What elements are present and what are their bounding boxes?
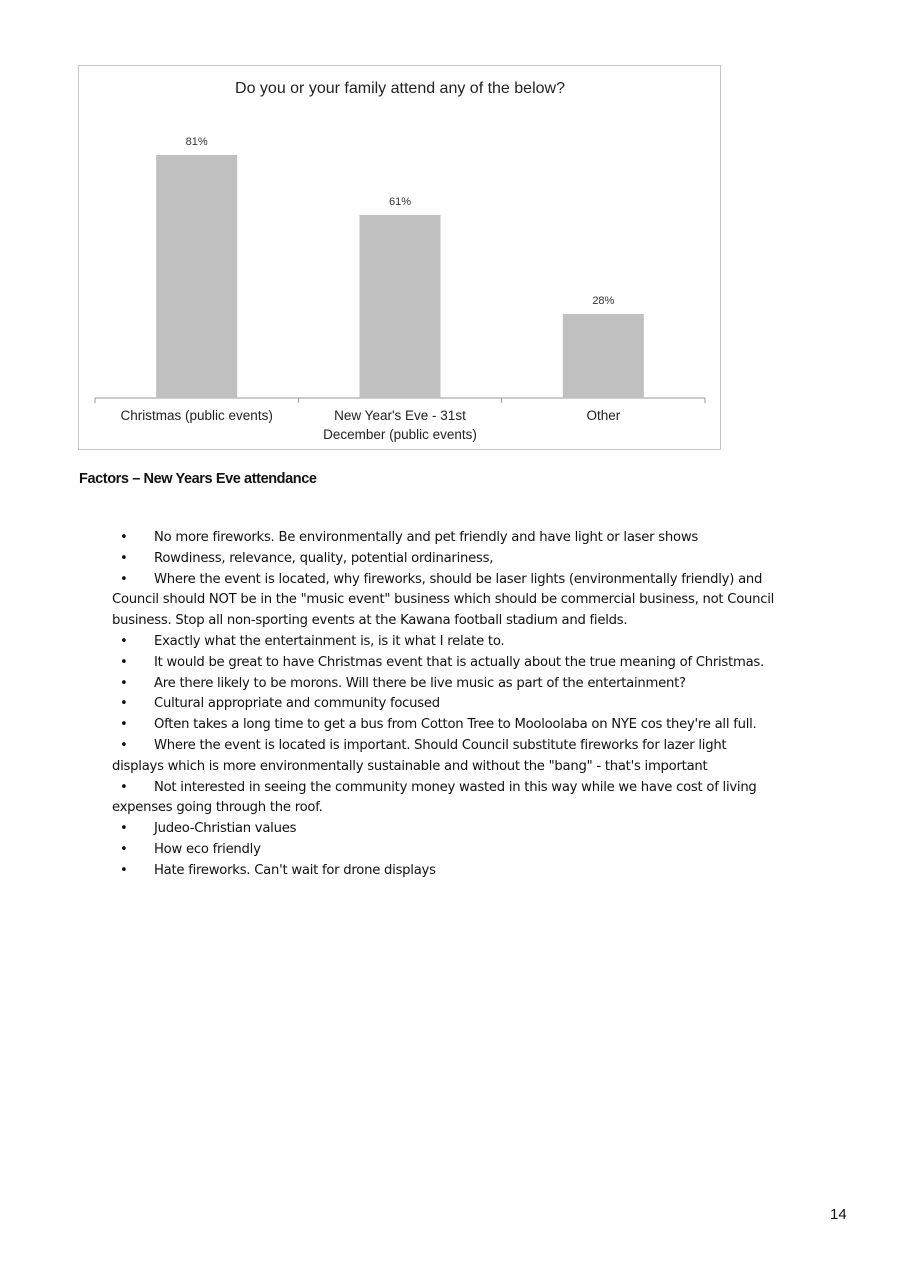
- list-item: [112, 653, 777, 674]
- comment-text: Not interested in seeing the community money wasted in this way while we have cost of living expenses going through the roof.: [112, 779, 757, 816]
- comment-text: Hate fireworks. Can't wait for drone displays: [154, 862, 436, 878]
- page-number: 14: [830, 1206, 847, 1223]
- category-label-2: Other: [586, 408, 621, 423]
- list-item: [112, 632, 777, 653]
- bullet-icon: [120, 819, 154, 840]
- bullet-icon: [120, 861, 154, 882]
- comment-text: It would be great to have Christmas event that is actually about the true meaning of Christmas.: [154, 654, 764, 670]
- comment-list: [112, 528, 777, 882]
- list-item: [112, 674, 777, 695]
- list-item: [112, 528, 777, 549]
- bullet-icon: [120, 674, 154, 695]
- bar-0: [156, 155, 237, 398]
- category-label-0: Christmas (public events): [120, 408, 273, 423]
- bullet-icon: [120, 528, 154, 549]
- bar-chart: [78, 65, 721, 450]
- bullet-icon: [120, 694, 154, 715]
- comment-text: How eco friendly: [154, 841, 261, 857]
- comment-text: No more fireworks. Be environmentally and pet friendly and have light or laser shows: [154, 530, 698, 545]
- list-item: [112, 549, 777, 570]
- comment-text: Often takes a long time to get a bus from Cotton Tree to Mooloolaba on NYE cos they're all full.: [154, 717, 757, 733]
- list-item: [112, 570, 777, 632]
- comment-text: Where the event is located, why fireworks, should be laser lights (environmentally friendly) and Council should NOT be in the "music event" business which should be commercial business, not Council business. Stop all non-sporting events at the Kawana football stadium and fields.: [112, 571, 775, 629]
- chart-canvas: [79, 66, 722, 451]
- list-item: [112, 778, 777, 820]
- list-item: [112, 840, 777, 861]
- comment-text: Cultural appropriate and community focused: [154, 696, 440, 712]
- bullet-icon: [120, 736, 154, 757]
- list-item: [112, 736, 777, 778]
- section-heading: Factors – New Years Eve attendance: [79, 471, 317, 487]
- comment-text: Where the event is located is important. Should Council substitute fireworks for lazer light displays which is more environmentally sustainable and without the "bang" - that's important: [112, 737, 727, 774]
- comment-text: Exactly what the entertainment is, is it what I relate to.: [154, 633, 505, 649]
- chart-marks: [95, 136, 705, 442]
- chart-title: Do you or your family attend any of the below?: [235, 80, 565, 97]
- bullet-icon: [120, 715, 154, 736]
- list-item: [112, 861, 777, 882]
- bullet-icon: [120, 653, 154, 674]
- bullet-icon: [120, 570, 154, 591]
- bar-2: [563, 314, 644, 398]
- bullet-icon: [120, 840, 154, 861]
- bullet-icon: [120, 549, 154, 570]
- bullet-icon: [120, 632, 154, 653]
- list-item: [112, 819, 777, 840]
- bar-1: [360, 215, 441, 398]
- comment-text: Judeo-Christian values: [154, 821, 297, 837]
- comment-text: Are there likely to be morons. Will there be live music as part of the entertainment?: [154, 675, 686, 691]
- list-item: [112, 715, 777, 736]
- data-label-1: 61%: [388, 196, 412, 208]
- category-label-1: New Year's Eve - 31st: [334, 408, 466, 423]
- bullet-icon: [120, 778, 154, 799]
- category-label-1: December (public events): [323, 427, 477, 442]
- list-item: [112, 694, 777, 715]
- comment-text: Rowdiness, relevance, quality, potential ordinariness,: [154, 550, 494, 566]
- data-label-2: 28%: [592, 295, 615, 307]
- data-label-0: 81%: [185, 136, 208, 148]
